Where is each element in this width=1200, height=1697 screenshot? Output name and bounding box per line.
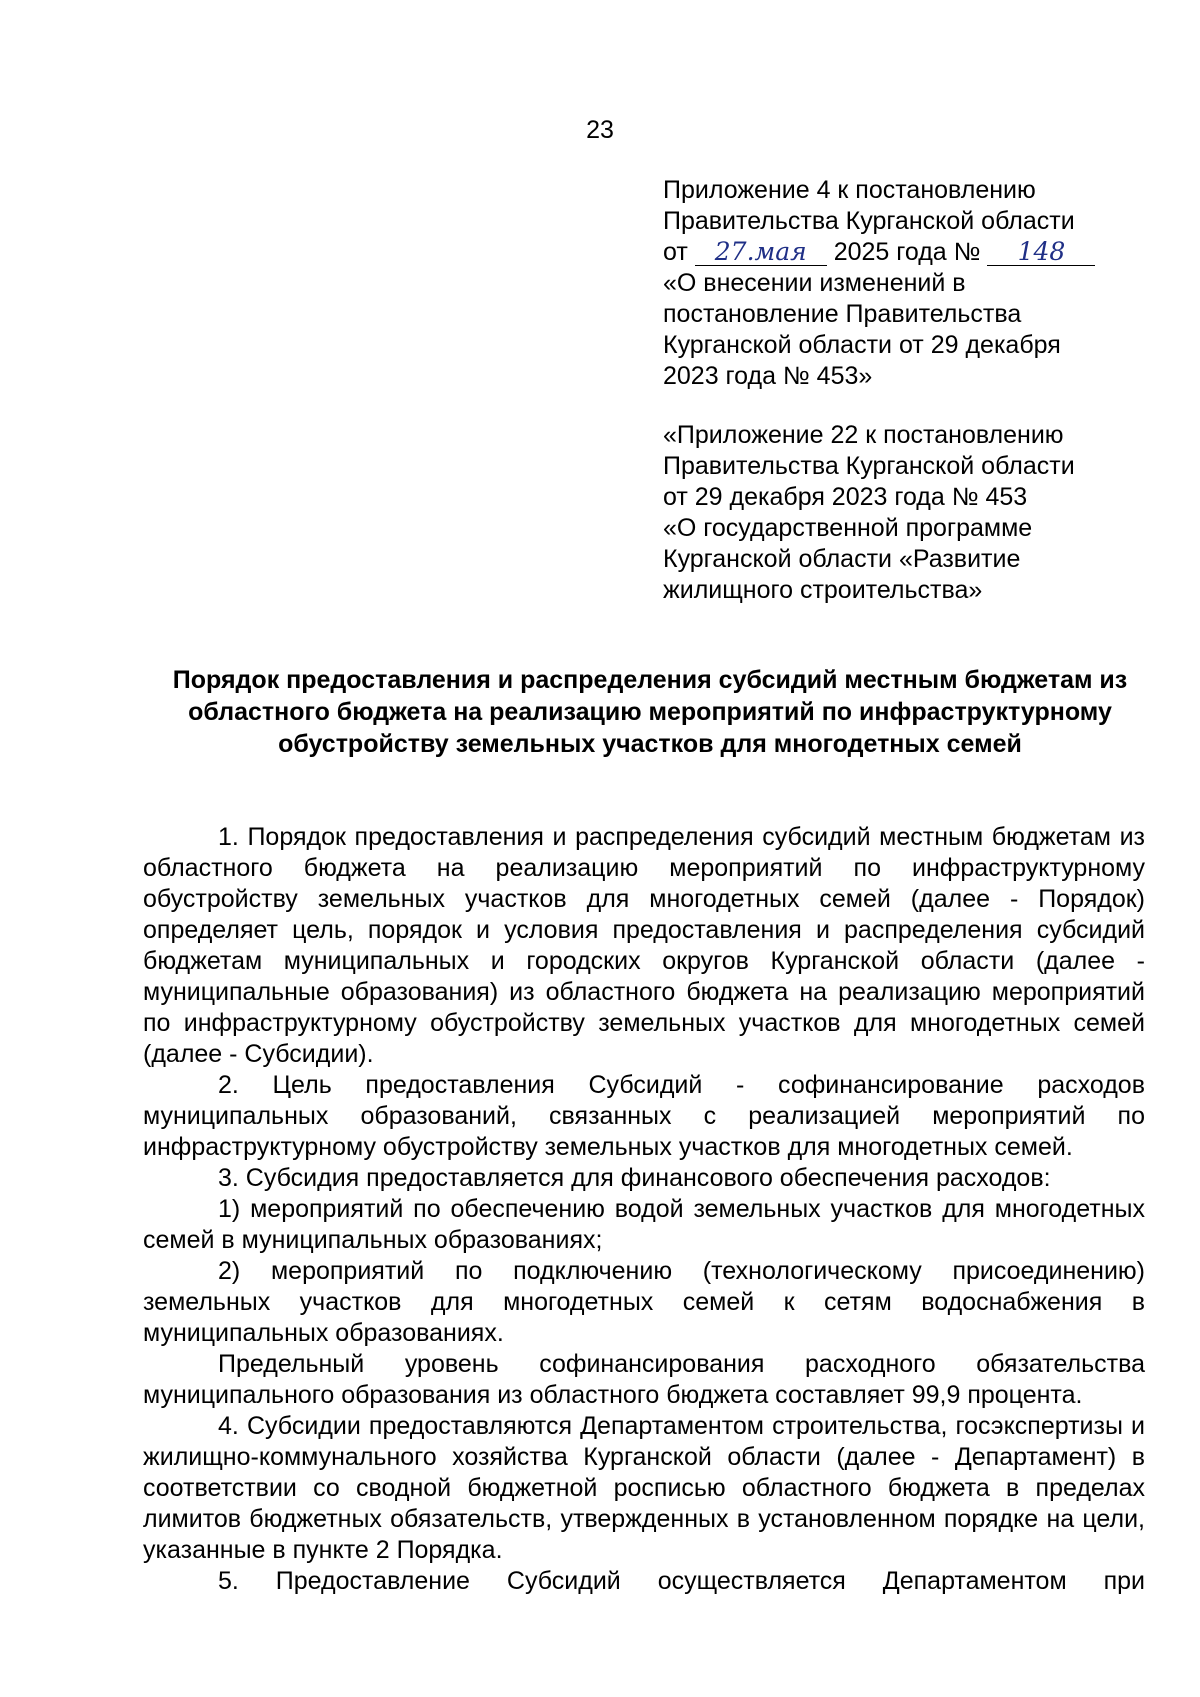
title-line: обустройству земельных участков для многодетных семей (278, 730, 1022, 758)
paragraph-3: 3. Субсидия предоставляется для финансового обеспечения расходов: (218, 1164, 1051, 1192)
attachment-line: 2023 года № 453» (663, 362, 873, 390)
attachment-line: Курганской области от 29 декабря (663, 331, 1061, 359)
handwritten-number: 148 (987, 239, 1095, 266)
paragraph-4: 4. Субсидии предоставляются Департаментом строительства, госэкспертизы и жилищно-коммунального хозяйства Курганской области (далее - Департамент) в соответствии со сводной бюджетной росписью областного бюджета в пределах лимитов бюджетных обязательств, утвержденных в установленном порядке на цели, указанные в пункте 2 Порядка. (143, 1412, 1145, 1564)
paragraph-cofinancing: Предельный уровень софинансирования расходного обязательства муниципального образования из областного бюджета составляет 99,9 процента. (143, 1350, 1145, 1409)
document-title (130, 664, 1170, 760)
paragraph-3-item-1: 1) мероприятий по обеспечению водой земельных участков для многодетных семей в муниципальных образованиях; (143, 1195, 1145, 1254)
attachment2-line: от 29 декабря 2023 года № 453 (663, 483, 1028, 511)
attachment-line: постановление Правительства (663, 300, 1022, 328)
title-line: областного бюджета на реализацию мероприятий по инфраструктурному (188, 698, 1112, 726)
paragraph-1: 1. Порядок предоставления и распределения субсидий местным бюджетам из областного бюджета на реализацию мероприятий по инфраструктурному обустройству земельных участков для многодетных семей (далее - Порядок) определяет цель, порядок и условия предоставления и распределения субсидий бюджетам муниципальных и городских округов Курганской области (далее - муниципальные образования) из областного бюджета на реализацию мероприятий по инфраструктурному обустройству земельных участков для многодетных семей (далее - Субсидии). (143, 823, 1145, 1068)
date-middle: 2025 года № (833, 238, 981, 266)
attachment-block (663, 175, 1143, 606)
paragraph-2: 2. Цель предоставления Субсидий - софинансирование расходов муниципальных образований, связанных с реализацией мероприятий по инфраструктурному обустройству земельных участков для многодетных семей. (143, 1071, 1145, 1161)
body-text (143, 822, 1145, 1597)
attachment2-line: жилищного строительства» (663, 576, 983, 604)
title-line: Порядок предоставления и распределения субсидий местным бюджетам из (172, 666, 1128, 694)
attachment-line: «О внесении изменений в (663, 269, 966, 297)
attachment2-line: «Приложение 22 к постановлению (663, 421, 1064, 449)
attachment-date-line (663, 237, 1143, 268)
handwritten-date: 27.мая (695, 239, 827, 266)
attachment2-line: «О государственной программе (663, 514, 1033, 542)
paragraph-5: 5. Предоставление Субсидий осуществляется Департаментом при (218, 1567, 1145, 1595)
attachment2-line: Курганской области «Развитие (663, 545, 1021, 573)
paragraph-3-item-2: 2) мероприятий по подключению (технологическому присоединению) земельных участков для многодетных семей к сетям водоснабжения в муниципальных образованиях. (143, 1257, 1145, 1347)
date-prefix: от (663, 238, 688, 266)
attachment-line: Правительства Курганской области (663, 207, 1075, 235)
attachment2-line: Правительства Курганской области (663, 452, 1075, 480)
attachment-line: Приложение 4 к постановлению (663, 176, 1036, 204)
page-number: 23 (586, 116, 614, 144)
